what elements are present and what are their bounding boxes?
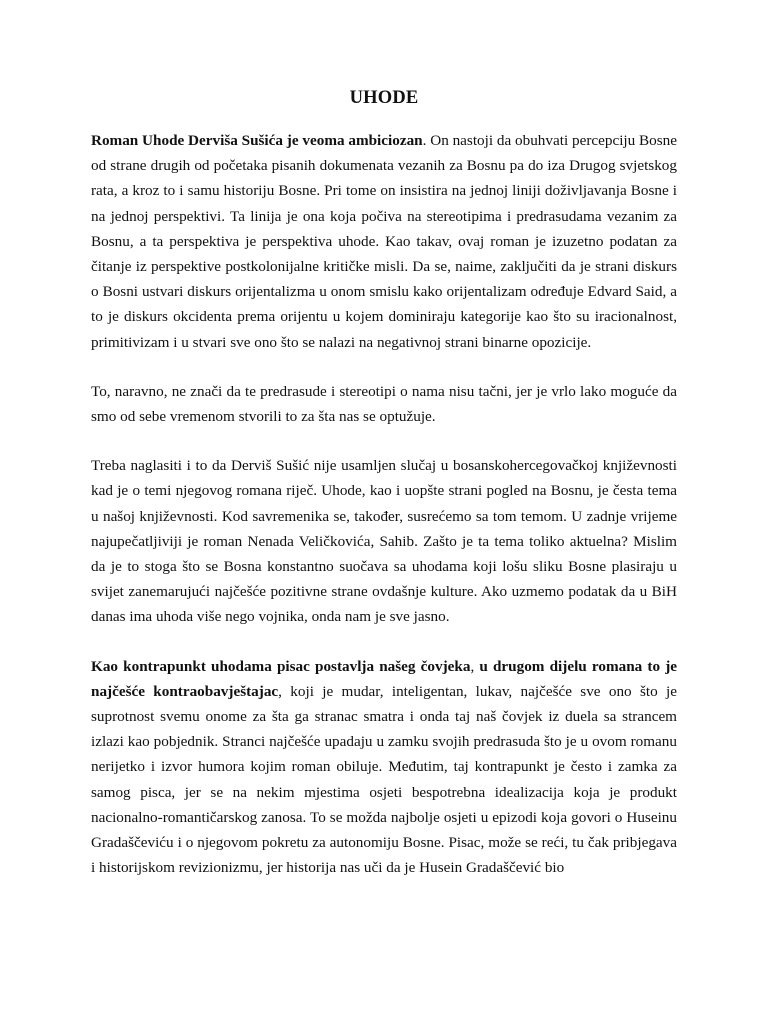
paragraph-2: To, naravno, ne znači da te predrasude i stereotipi o nama nisu tačni, jer je vrlo lako moguće da smo od sebe vremenom stvorili to za šta nas se optužuje. bbox=[91, 382, 677, 426]
paragraph-3: Treba naglasiti i to da Derviš Sušić nije usamljen slučaj u bosanskohercegovačkoj književnosti kad je o temi njegovog romana riječ. Uhode, kao i uopšte strani pogled na Bosnu, je česta tema u našoj književnosti. Kod savremenika se, također, susrećemo sa tom temom. U zadnje vrijeme najupečatljiviji je roman Nenada Veličkovića, Sahib. Zašto je ta tema toliko aktuelna? Mislim da je to stoga što se Bosna konstantno suočava sa uhodama koji lošu sliku Bosne plasiraju u svijet zanemarujući najčešće pozitivne strane ovdašnje kulture. Ako uzmemo podatak da u BiH danas ima uhoda više nego vojnika, onda nam je sve jasno. bbox=[91, 457, 677, 626]
paragraph-4-lead-2: u drugom dijelu romana to je najčešće kontraobavještajac bbox=[91, 657, 677, 700]
document-title: UHODE bbox=[349, 88, 419, 108]
paragraph-4 bbox=[91, 654, 677, 881]
document-page bbox=[91, 86, 677, 904]
paragraph-4-separator: , bbox=[470, 657, 480, 675]
paragraph-4-lead-1: Kao kontrapunkt uhodama pisac postavlja našeg čovjeka bbox=[91, 657, 471, 675]
paragraph-1-lead: Roman Uhode Derviša Sušića je veoma ambiciozan bbox=[91, 132, 423, 149]
paragraph-1 bbox=[91, 128, 677, 355]
paragraph-4-text: , koji je mudar, inteligentan, lukav, najčešće sve ono što je suprotnost svemu onome za šta ga stranac smatra i onda taj naš čovjek iz duela sa strancem izlazi kao pobjednik. Stranci najčešće upadaju u zamku svojih predrasuda što je u ovom romanu nerijetko i izvor humora kojim roman obiluje. Međutim, taj kontrapunkt je često i zamka za samog pisca, jer se na nekim mjestima osjeti bespotrebna idealizacija koja je produkt nacionalno-romantičarskog zanosa. To se možda najbolje osjeti u epizodi koja govori o Huseinu Gradaščeviću i o njegovom pokretu za autonomiju Bosne. Pisac, može se reći, tu čak pribjegava i historijskom revizionizmu, jer historija nas uči da je Husein Gradaščević bio bbox=[91, 682, 677, 877]
paragraph-1-text: . On nastoji da obuhvati percepciju Bosne od strane drugih od početaka pisanih dokumenata vezanih za Bosnu pa do iza Drugog svjetskog rata, a kroz to i samu historiju Bosne. Pri tome on insistira na jednoj liniji doživljavanja Bosne i na jednoj perspektivi. Ta linija je ona koja počiva na stereotipima i predrasudama vezanim za Bosnu, a ta perspektiva je perspektiva uhode. Kao takav, ovaj roman je izuzetno podatan za čitanje iz perspektive postkolonijalne kritičke misli. Da se, naime, zaključiti da je strani diskurs o Bosni ustvari diskurs orijentalizma u onom smislu kako orijentalizam određuje Edvard Said, a to je diskurs okcidenta prema orijentu u kojem dominiraju kategorije kao što su iracionalnost, primitivizam i u stvari sve ono što se nalazi na negativnoj strani binarne opozicije. bbox=[91, 132, 677, 351]
